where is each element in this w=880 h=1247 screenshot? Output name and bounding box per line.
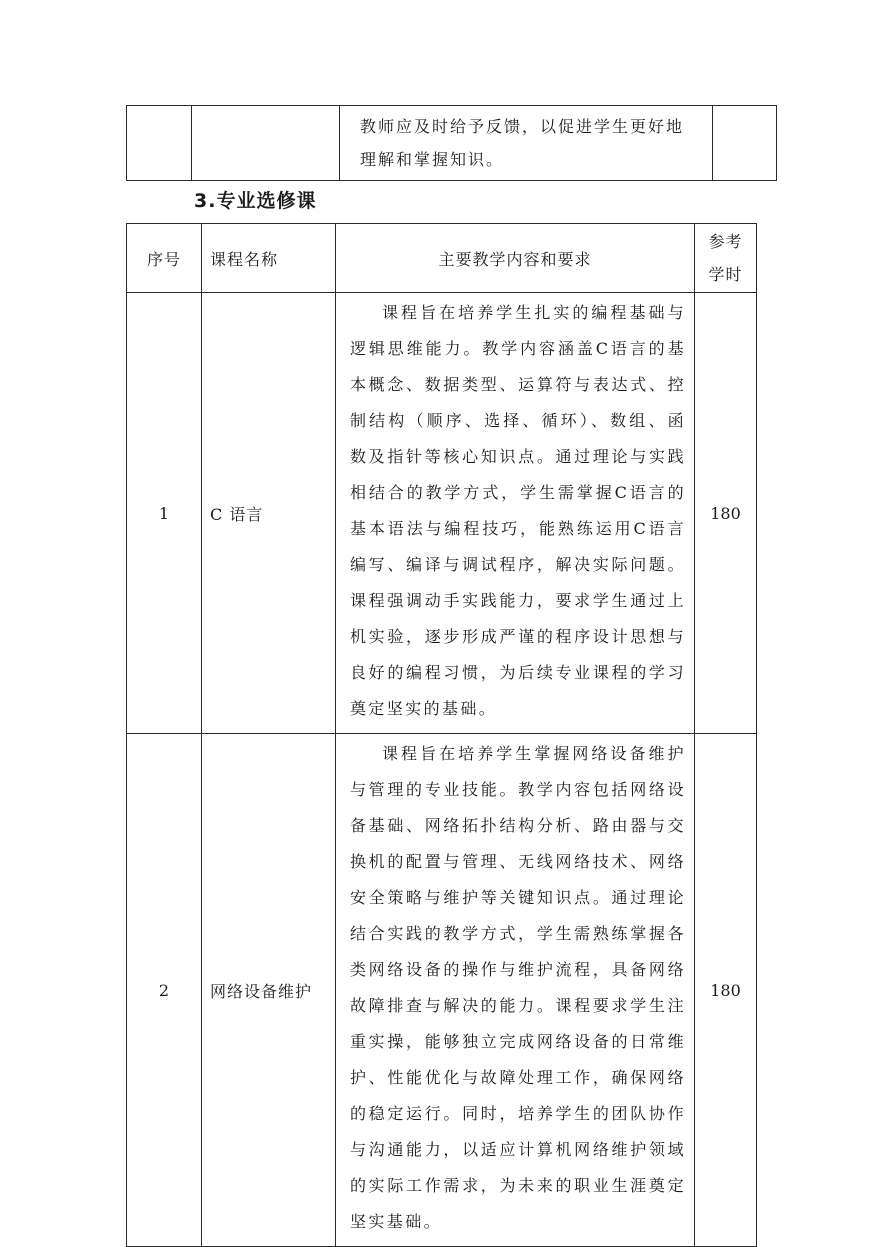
header-hours-line1: 参考 [708,232,743,251]
row-index: 2 [127,734,202,1247]
empty-cell [127,106,192,181]
continued-table [126,105,777,181]
header-index: 序号 [127,224,202,293]
section-heading: 3.专业选修课 [194,190,317,212]
course-name: 网络设备维护 [202,734,336,1247]
table-header-row [127,224,757,293]
row-index: 1 [127,293,202,734]
header-course-name: 课程名称 [202,224,336,293]
header-content: 主要教学内容和要求 [336,224,695,293]
course-content: 课程旨在培养学生掌握网络设备维护与管理的专业技能。教学内容包括网络设备基础、网络拓扑结构分析、路由器与交换机的配置与管理、无线网络技术、网络安全策略与维护等关键知识点。通过理论结合实践的教学方式，学生需熟练掌握各类网络设备的操作与维护流程，具备网络故障排查与解决的能力。课程要求学生注重实操，能够独立完成网络设备的日常维护、性能优化与故障处理工作，确保网络的稳定运行。同时，培养学生的团队协作与沟通能力，以适应计算机网络维护领域的实际工作需求，为未来的职业生涯奠定坚实基础。 [350,744,686,1231]
header-hours [695,224,757,293]
table-row [127,106,777,181]
course-name: C 语言 [202,293,336,734]
course-content-cell [336,734,695,1247]
course-content-cell [336,293,695,734]
course-content-cell: 教师应及时给予反馈，以促进学生更好地理解和掌握知识。 [340,106,713,181]
course-hours: 180 [695,293,757,734]
table-row [127,293,757,734]
course-hours: 180 [695,734,757,1247]
empty-cell [713,106,777,181]
header-hours-line2: 学时 [708,265,743,284]
course-content: 课程旨在培养学生扎实的编程基础与逻辑思维能力。教学内容涵盖C语言的基本概念、数据类型、运算符与表达式、控制结构（顺序、选择、循环）、数组、函数及指针等核心知识点。通过理论与实践相结合的教学方式，学生需掌握C语言的基本语法与编程技巧，能熟练运用C语言编写、编译与调试程序，解决实际问题。课程强调动手实践能力，要求学生通过上机实验，逐步形成严谨的程序设计思想与良好的编程习惯，为后续专业课程的学习奠定坚实的基础。 [350,303,686,718]
empty-cell [192,106,340,181]
table-row [127,734,757,1247]
elective-courses-table [126,223,757,1247]
